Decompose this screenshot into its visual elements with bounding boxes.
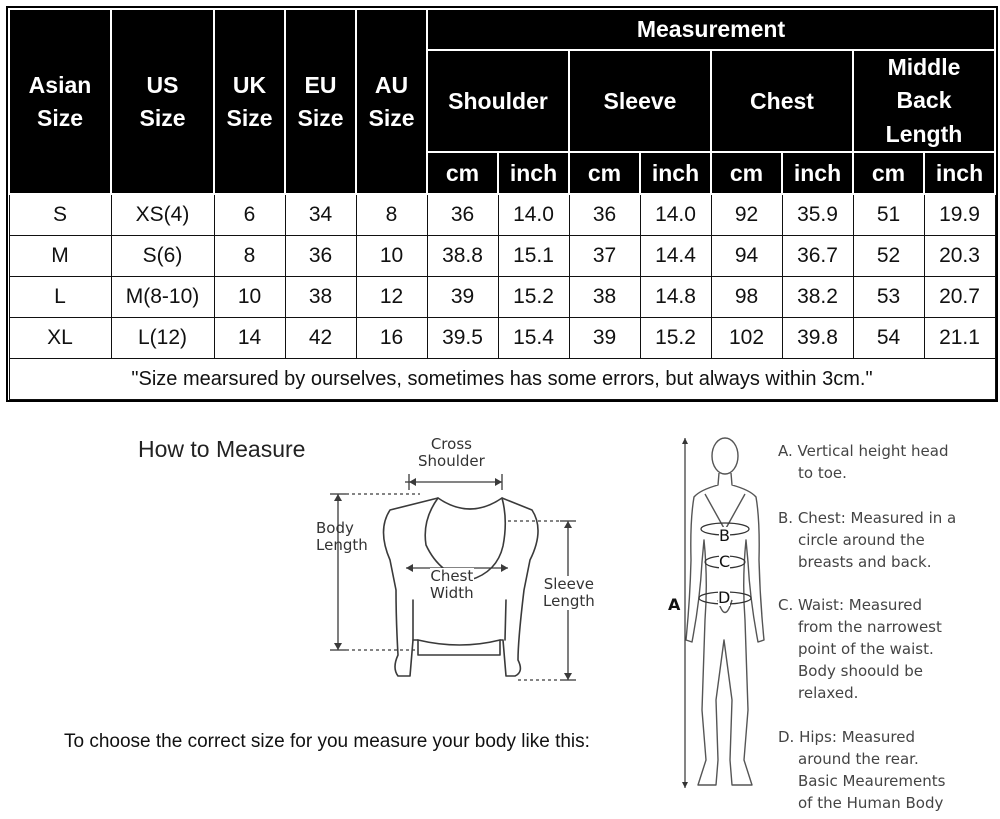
sleeve-length-label: Sleeve Length xyxy=(543,575,595,610)
size-rows xyxy=(9,194,995,359)
header-shoulder: Shoulder xyxy=(427,50,569,152)
table-cell: 14.8 xyxy=(640,277,711,318)
table-cell: 20.3 xyxy=(924,236,995,277)
table-cell: 102 xyxy=(711,318,782,359)
table-cell: 16 xyxy=(356,318,427,359)
table-cell: 36 xyxy=(427,194,498,236)
table-cell: 39 xyxy=(427,277,498,318)
table-cell: M xyxy=(9,236,111,277)
table-cell: 19.9 xyxy=(924,194,995,236)
table-cell: 15.1 xyxy=(498,236,569,277)
table-cell: 15.2 xyxy=(498,277,569,318)
table-cell: 39 xyxy=(569,318,640,359)
unit-header: inch xyxy=(640,152,711,194)
measurement-note: "Size mearsured by ourselves, sometimes has some errors, but always within 3cm." xyxy=(9,359,995,400)
unit-header: inch xyxy=(498,152,569,194)
header-eu-size: EU Size xyxy=(285,9,356,194)
header-sleeve: Sleeve xyxy=(569,50,711,152)
table-cell: 36 xyxy=(285,236,356,277)
table-cell: 51 xyxy=(853,194,924,236)
table-cell: XL xyxy=(9,318,111,359)
table-cell: 21.1 xyxy=(924,318,995,359)
unit-header: inch xyxy=(924,152,995,194)
table-cell: 35.9 xyxy=(782,194,853,236)
header-uk-size: UK Size xyxy=(214,9,285,194)
table-cell: 20.7 xyxy=(924,277,995,318)
unit-header: cm xyxy=(569,152,640,194)
header-us-size: US Size xyxy=(111,9,214,194)
table-cell: 53 xyxy=(853,277,924,318)
table-cell: 36 xyxy=(569,194,640,236)
header-chest: Chest xyxy=(711,50,853,152)
table-cell: 10 xyxy=(356,236,427,277)
table-cell: S xyxy=(9,194,111,236)
table-row xyxy=(9,318,995,359)
table-cell: 92 xyxy=(711,194,782,236)
how-to-measure-title: How to Measure xyxy=(138,436,306,462)
table-cell: 38 xyxy=(569,277,640,318)
table-cell: 52 xyxy=(853,236,924,277)
table-cell: 14.0 xyxy=(498,194,569,236)
table-cell: 39.5 xyxy=(427,318,498,359)
body-figure xyxy=(686,438,764,785)
body-marker-d: D xyxy=(718,588,731,607)
table-cell: 10 xyxy=(214,277,285,318)
unit-header: cm xyxy=(427,152,498,194)
table-cell: 8 xyxy=(214,236,285,277)
unit-header: cm xyxy=(711,152,782,194)
table-cell: 38 xyxy=(285,277,356,318)
body-marker-a: A xyxy=(668,595,681,614)
table-cell: 37 xyxy=(569,236,640,277)
table-cell: 38.2 xyxy=(782,277,853,318)
table-cell: M(8-10) xyxy=(111,277,214,318)
table-row xyxy=(9,194,995,236)
table-cell: 12 xyxy=(356,277,427,318)
table-cell: 14.0 xyxy=(640,194,711,236)
measure-instruction: To choose the correct size for you measure your body like this: xyxy=(64,731,590,752)
table-cell: 98 xyxy=(711,277,782,318)
cross-shoulder-label: Cross Shoulder xyxy=(418,435,485,470)
table-cell: 54 xyxy=(853,318,924,359)
table-cell: 39.8 xyxy=(782,318,853,359)
header-au-size: AU Size xyxy=(356,9,427,194)
table-cell: 38.8 xyxy=(427,236,498,277)
table-cell: 8 xyxy=(356,194,427,236)
table-cell: 6 xyxy=(214,194,285,236)
unit-header: cm xyxy=(853,152,924,194)
legend-c: C. Waist: Measured from the narrowest point of the waist. Body shoould be relaxed. xyxy=(778,596,942,702)
table-cell: L xyxy=(9,277,111,318)
unit-header: inch xyxy=(782,152,853,194)
table-cell: 36.7 xyxy=(782,236,853,277)
legend-b: B. Chest: Measured in a circle around the breasts and back. xyxy=(778,509,957,571)
header-measurement: Measurement xyxy=(427,9,995,50)
legend-a: A. Vertical height head to toe. xyxy=(778,442,949,482)
body-marker-c: C xyxy=(719,552,731,571)
table-cell: 15.4 xyxy=(498,318,569,359)
body-length-label: Body Length xyxy=(316,519,368,554)
table-cell: 94 xyxy=(711,236,782,277)
table-cell: L(12) xyxy=(111,318,214,359)
header-middle-back-length: Middle Back Length xyxy=(853,50,995,152)
table-cell: S(6) xyxy=(111,236,214,277)
chest-width-label: Chest Width xyxy=(430,567,474,602)
size-chart-table xyxy=(8,8,996,400)
table-cell: 14 xyxy=(214,318,285,359)
body-marker-b: B xyxy=(719,526,730,545)
header-asian-size: Asian Size xyxy=(9,9,111,194)
table-cell: 34 xyxy=(285,194,356,236)
table-row xyxy=(9,277,995,318)
legend-d: D. Hips: Measured around the rear. Basic Meaurements of the Human Body xyxy=(778,728,946,812)
table-cell: 42 xyxy=(285,318,356,359)
table-cell: 14.4 xyxy=(640,236,711,277)
table-cell: XS(4) xyxy=(111,194,214,236)
table-cell: 15.2 xyxy=(640,318,711,359)
table-row xyxy=(9,236,995,277)
